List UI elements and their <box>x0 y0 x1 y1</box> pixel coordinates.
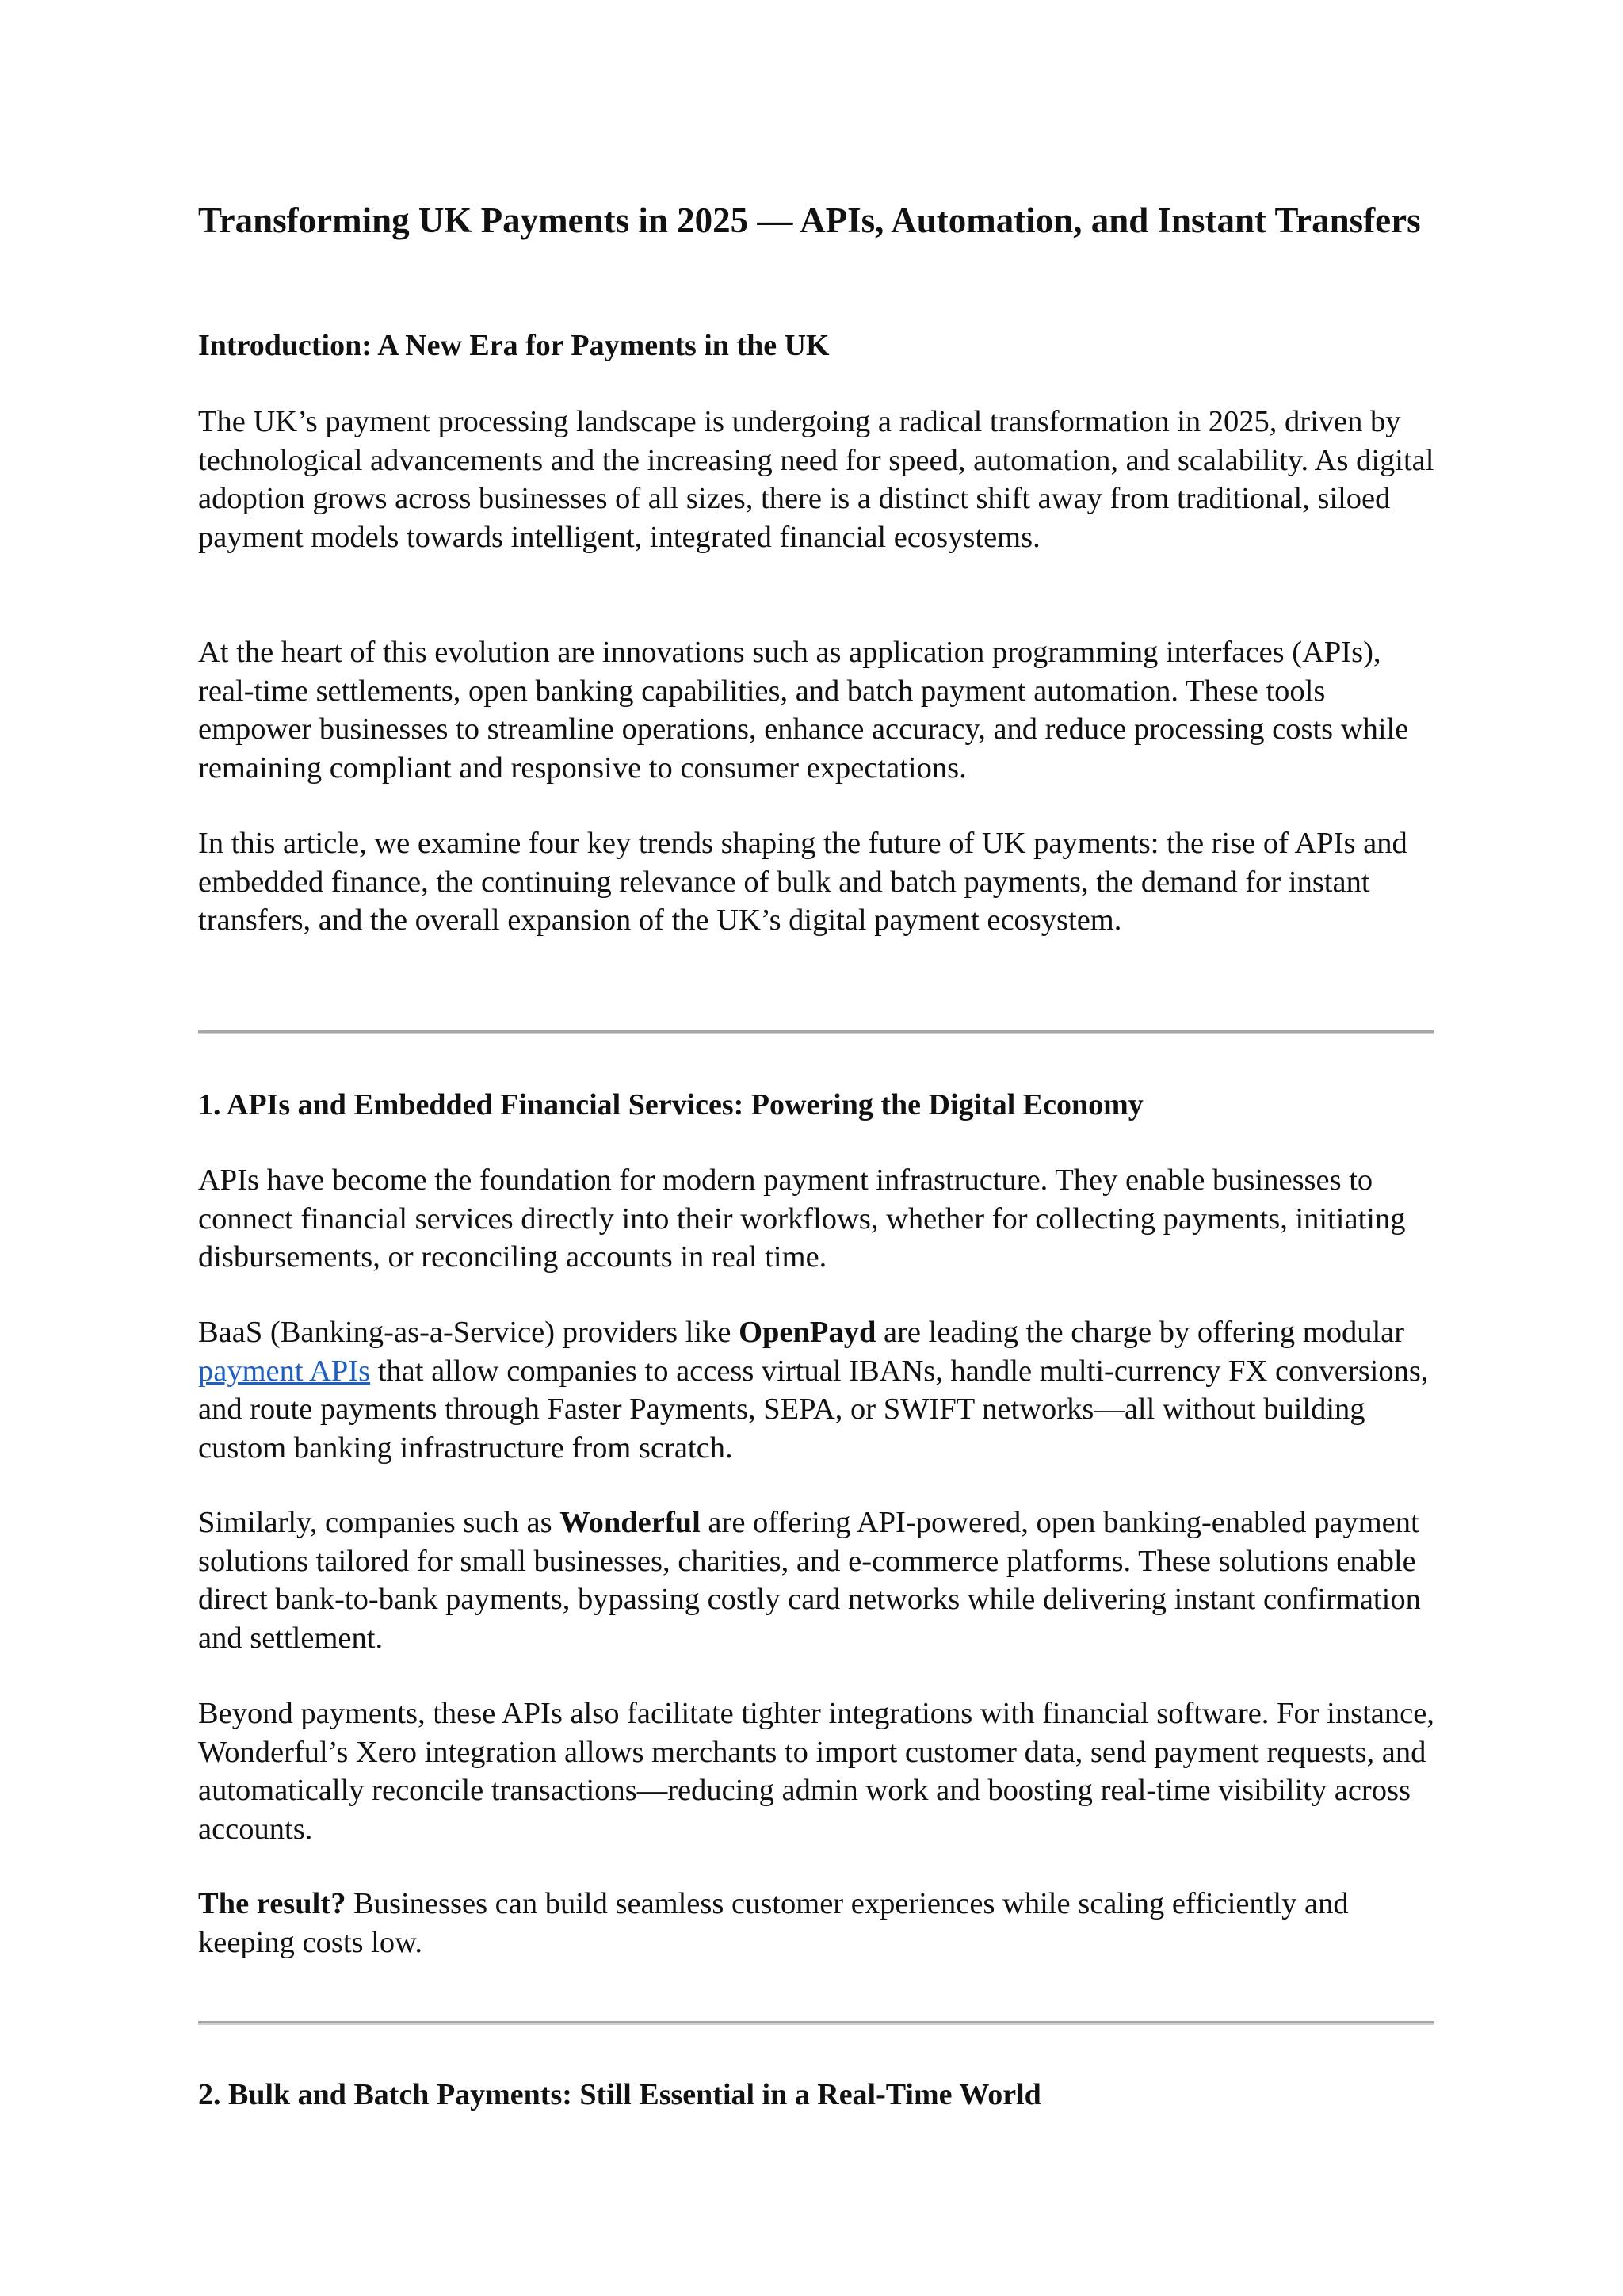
section-1-paragraph-2 <box>198 1313 1434 1467</box>
section-2-heading: 2. Bulk and Batch Payments: Still Essential in a Real-Time World <box>198 2078 1041 2111</box>
intro-paragraph-3: In this article, we examine four key trends shaping the future of UK payments: the rise of APIs and embedded finance, the continuing relevance of bulk and batch payments, the demand for instant transfers, and the overall expansion of the UK’s digital payment ecosystem. <box>198 827 1407 937</box>
document-title: Transforming UK Payments in 2025 — APIs, Automation, and Instant Transfers <box>198 201 1421 240</box>
provider-name-wonderful: Wonderful <box>559 1506 701 1539</box>
section-1-paragraph-4: Beyond payments, these APIs also facilitate tighter integrations with financial software. For instance, Wonderful’s Xero integration allows merchants to import customer data, send payment requests, and automatically reconcile transactions—reducing admin work and boosting real-time visibility across accounts. <box>198 1697 1434 1846</box>
result-label: The result? <box>198 1887 346 1920</box>
payment-apis-link[interactable]: payment APIs <box>198 1354 371 1388</box>
section-divider <box>198 1030 1434 1034</box>
section-1-paragraph-1: APIs have become the foundation for modern payment infrastructure. They enable businesses to connect financial services directly into their workflows, whether for collecting payments, initiating disbursements, or reconciling accounts in real time. <box>198 1163 1406 1274</box>
section-divider <box>198 2021 1434 2025</box>
paragraph-text: are leading the charge by offering modular <box>876 1316 1405 1349</box>
section-1-heading: 1. APIs and Embedded Financial Services: Powering the Digital Economy <box>198 1088 1144 1121</box>
intro-paragraph-1: The UK’s payment processing landscape is undergoing a radical transformation in 2025, driven by technological advancements and the increasing need for speed, automation, and scalability. As digital adoption grows across businesses of all sizes, there is a distinct shift away from traditional, siloed payment models towards intelligent, integrated financial ecosystems. <box>198 405 1434 554</box>
intro-heading: Introduction: A New Era for Payments in the UK <box>198 329 830 362</box>
section-1-paragraph-5 <box>198 1885 1434 1962</box>
paragraph-text: that allow companies to access virtual IBANs, handle multi-currency FX conversions, and route payments through Faster Payments, SEPA, or SWIFT networks—all without building custom banking infrastructure from scratch. <box>198 1354 1429 1465</box>
intro-paragraph-2: At the heart of this evolution are innovations such as application programming interfaces (APIs), real-time settlements, open banking capabilities, and batch payment automation. These tools empower businesses to streamline operations, enhance accuracy, and reduce processing costs while remaining compliant and responsive to consumer expectations. <box>198 636 1409 785</box>
provider-name-openpayd: OpenPayd <box>739 1316 876 1349</box>
paragraph-text: Similarly, companies such as <box>198 1506 560 1539</box>
paragraph-text: BaaS (Banking-as-a-Service) providers like <box>198 1316 739 1349</box>
paragraph-text: are offering API-powered, open banking-enabled payment solutions tailored for small businesses, charities, and e-commerce platforms. These solutions enable direct bank-to-bank payments, bypassing costly card networks while delivering instant confirmation and settlement. <box>198 1506 1421 1655</box>
paragraph-text: Businesses can build seamless customer experiences while scaling efficiently and keeping costs low. <box>198 1887 1349 1959</box>
section-1-paragraph-3 <box>198 1503 1434 1657</box>
